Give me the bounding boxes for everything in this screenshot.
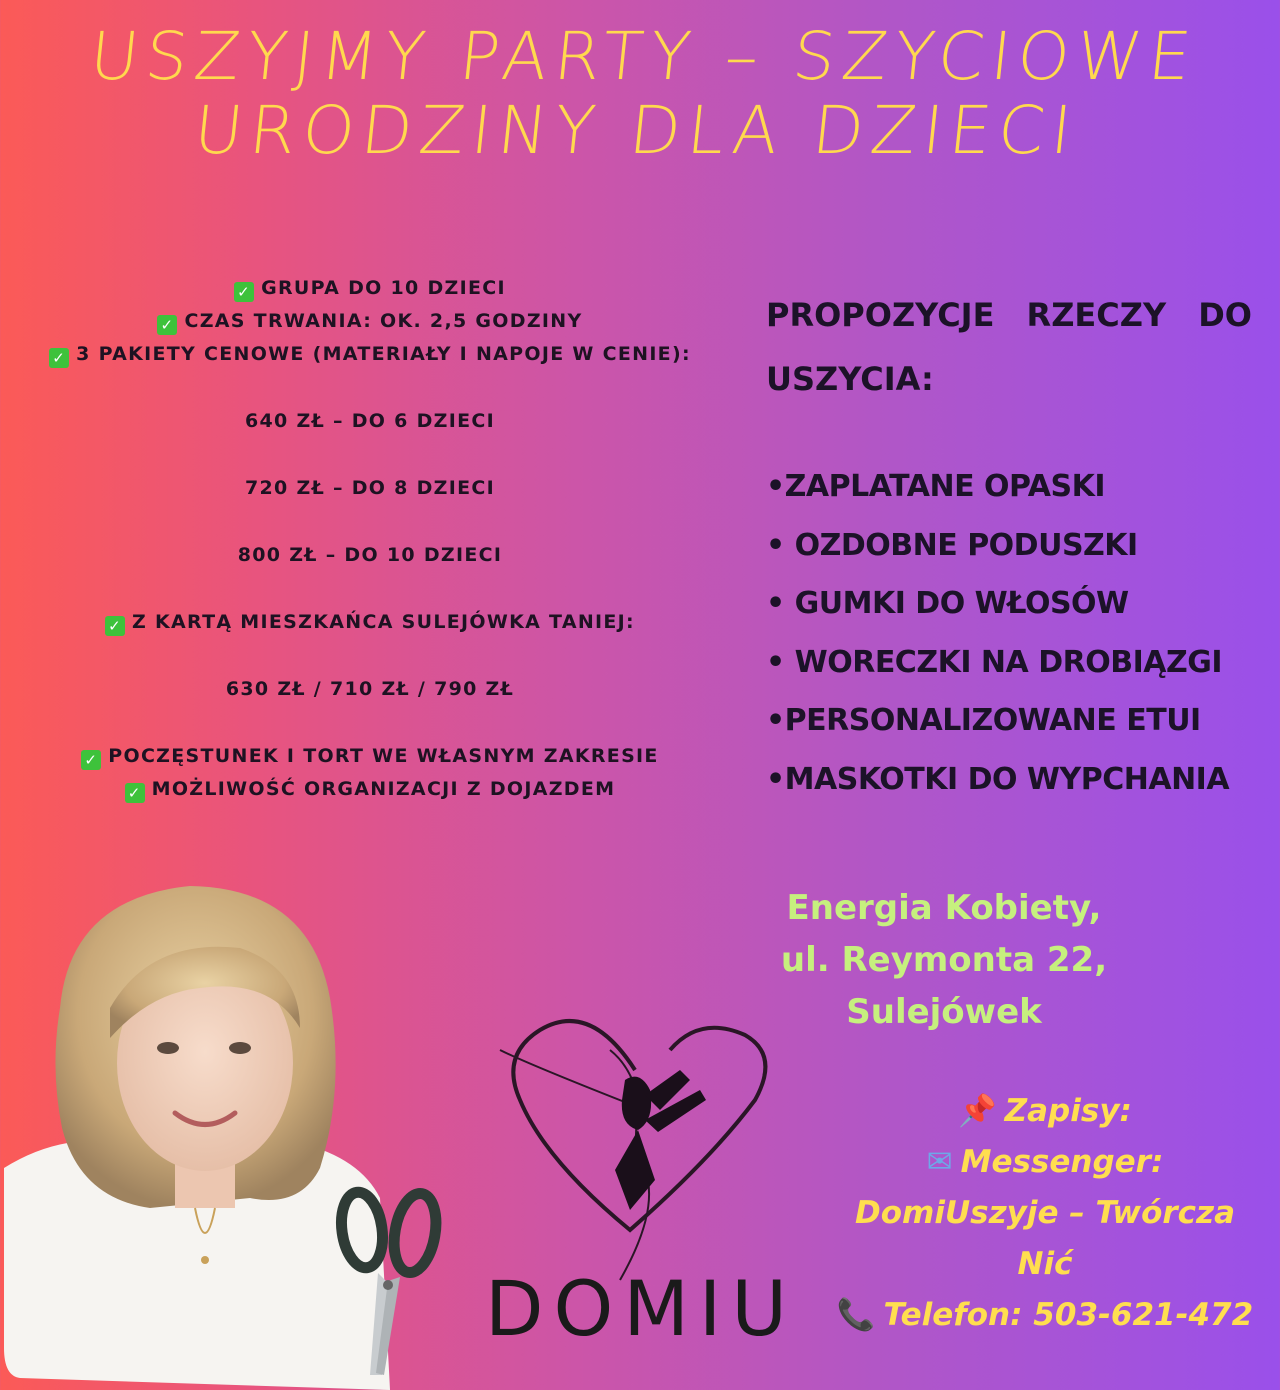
envelope-icon: ✉ (926, 1144, 953, 1180)
price-line-3: 800 ZŁ – DO 10 DZIECI (237, 544, 503, 566)
list-item: •ZAPLATANE OPASKI (766, 469, 1106, 504)
info-snacks: ✓ POCZĘSTUNEK I TORT WE WŁASNYM ZAKRESIE (20, 740, 720, 773)
proposals-heading: PROPOZYCJE RZECZY DO USZYCIA: (766, 296, 1252, 398)
phone-icon: 📞 (836, 1297, 876, 1333)
phone-line: 📞 Telefon: 503-621-472 (830, 1290, 1260, 1341)
info-block (20, 272, 720, 806)
info-packages: ✓ 3 PAKIETY CENOWE (MATERIAŁY I NAPOJE W CENIE): (20, 338, 720, 371)
scissors-icon (330, 1185, 450, 1385)
messenger-page-line-2: Nić (1017, 1246, 1073, 1282)
check-icon: ✓ (125, 783, 145, 803)
title-line-2: URODZINY DLA DZIECI (190, 92, 1082, 169)
price-line-2: 720 ZŁ – DO 8 DZIECI (245, 477, 495, 499)
messenger-page-line-1: DomiUszyje – Twórcza (854, 1195, 1235, 1231)
address-line-2: ul. Reymonta 22, (780, 940, 1108, 980)
messenger-line: ✉ Messenger: (830, 1137, 1260, 1188)
title-line-1: USZYJMY PARTY – SZYCIOWE (86, 18, 1202, 95)
list-item: • OZDOBNE PODUSZKI (766, 527, 1138, 563)
check-icon: ✓ (49, 348, 69, 368)
page-title (0, 20, 1280, 168)
list-item: •MASKOTKI DO WYPCHANIA (766, 761, 1230, 797)
check-icon: ✓ (81, 750, 101, 770)
price-line-1: 640 ZŁ – DO 6 DZIECI (245, 410, 495, 432)
contact-block (830, 1086, 1260, 1341)
info-group: ✓ GRUPA DO 10 DZIECI (20, 272, 720, 305)
list-item: •PERSONALIZOWANE ETUI (766, 703, 1201, 738)
list-item: • GUMKI DO WŁOSÓW (766, 586, 1129, 621)
check-icon: ✓ (157, 315, 177, 335)
logo-text: DOMIU (485, 1264, 797, 1353)
info-duration: ✓ CZAS TRWANIA: OK. 2,5 GODZINY (20, 305, 720, 338)
address-line-1: Energia Kobiety, (786, 888, 1102, 928)
info-travel: ✓ MOŻLIWOŚĆ ORGANIZACJI Z DOJAZDEM (20, 773, 720, 806)
list-item: • WORECZKI NA DROBIĄZGI (766, 644, 1222, 680)
address-line-3: Sulejówek (846, 992, 1042, 1032)
proposals-list (766, 458, 1266, 809)
signup-line: 📌 Zapisy: (830, 1086, 1260, 1137)
check-icon: ✓ (105, 616, 125, 636)
resident-prices: 630 ZŁ / 710 ZŁ / 790 ZŁ (225, 678, 515, 700)
pushpin-icon: 📌 (958, 1093, 997, 1129)
info-resident: ✓ Z KARTĄ MIESZKAŃCA SULEJÓWKA TANIEJ: (20, 606, 720, 639)
check-icon: ✓ (234, 282, 254, 302)
